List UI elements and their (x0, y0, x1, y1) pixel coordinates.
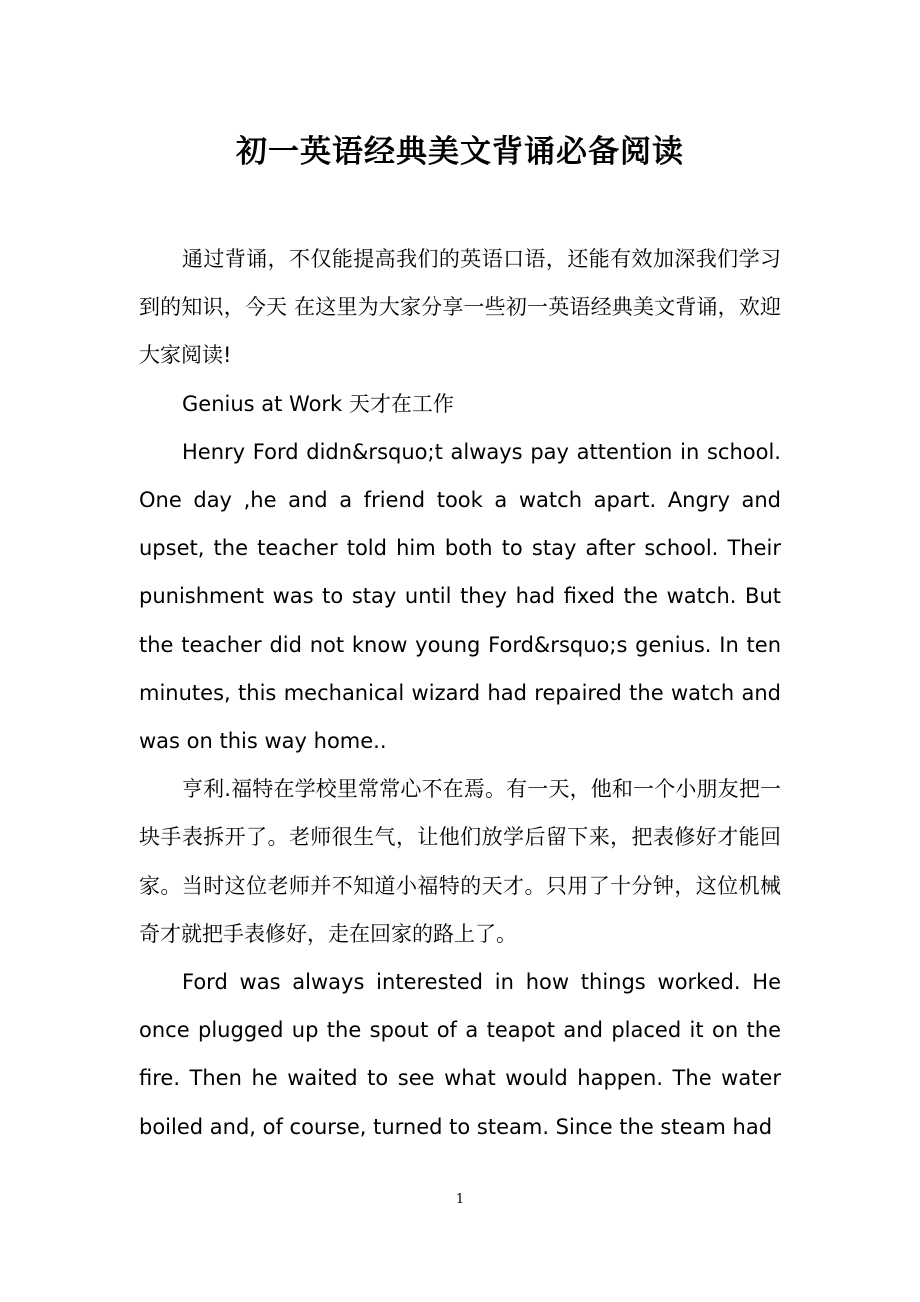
document-title: 初一英语经典美文背诵必备阅读 (236, 134, 684, 170)
page-number: 1 (455, 1192, 465, 1207)
intro-paragraph: 通过背诵，不仅能提高我们的英语口语，还能有效加深我们学习到的知识，今天 在这里为大家分享一些初一英语经典美文背诵，欢迎大家阅读! (139, 247, 781, 368)
section-heading: Genius at Work 天才在工作 (182, 391, 454, 416)
english-paragraph-1: Henry Ford didn&rsquo;t always pay attention in school. One day ,he and a friend took a watch apart. Angry and upset, the teacher told him both to stay after school. Their punishment was to stay until they had fixed the watch. But the teacher did not know young Ford&rsquo;s genius. In ten minutes, this mechanical wizard had repaired the watch and was on this way home.. (139, 439, 781, 754)
english-paragraph-2: Ford was always interested in how things worked. He once plugged up the spout of a teapot and placed it on the fire. Then he waited to see what would happen. The water boiled and, of course, turned to steam. Since the steam had (139, 970, 781, 1139)
chinese-paragraph-1: 亨利.福特在学校里常常心不在焉。有一天，他和一个小朋友把一块手表拆开了。老师很生气，让他们放学后留下来，把表修好才能回家。当时这位老师并不知道小福特的天才。只用了十分钟，这位机械奇才就把手表修好，走在回家的路上了。 (139, 777, 781, 946)
document-body (139, 235, 781, 1151)
